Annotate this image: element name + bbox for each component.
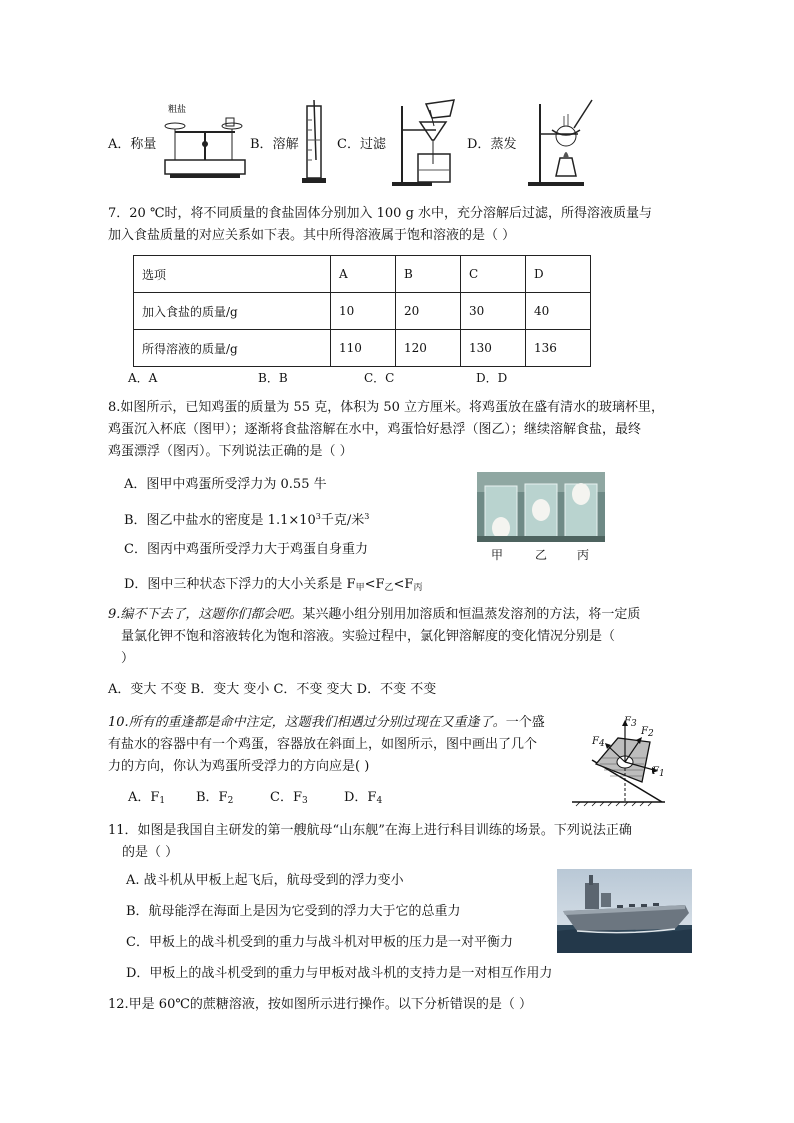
table-row — [134, 293, 591, 330]
table-cell: 120 — [396, 330, 461, 367]
fig-label-yi: 乙 — [535, 548, 548, 562]
filtration-illustration — [388, 96, 463, 188]
table-header-cell: B — [396, 256, 461, 293]
q10-handwritten-note: 10.所有的重逢都是命中注定，这题我们相遇过分别过现在又重逢了。 — [108, 715, 506, 730]
q8-stem-line3: 鸡蛋漂浮（图丙）。下列说法正确的是（ ） — [108, 444, 353, 459]
force-label-f4: F4 — [592, 736, 605, 749]
table-cell: 30 — [461, 293, 526, 330]
q8-option-b: B．图乙中盐水的密度是 $1.1\times 10^3$千克/米$^3$ — [124, 512, 370, 528]
q8-stem-line1: 8.如图所示，已知鸡蛋的质量为 55 克，体积为 50 立方厘米。将鸡蛋放在盛有清水的玻璃杯里， — [108, 400, 665, 415]
q9-stem-line2: 量氯化钾不饱和溶液转化为饱和溶液。实验过程中，氯化钾溶解度的变化情况分别是（ — [121, 629, 616, 644]
q7-answer-c: C．C — [364, 371, 395, 385]
q11-stem-line1: 11．如图是我国自主研发的第一艘航母“山东舰”在海上进行科目训练的场景。下列说法正确 — [108, 823, 632, 838]
q7-answer-a: A．A — [128, 371, 158, 385]
table-header-cell: C — [461, 256, 526, 293]
egg-floating — [572, 483, 590, 505]
table-cell: 130 — [461, 330, 526, 367]
q10-stem-line3: 力的方向，你认为鸡蛋所受浮力的方向应是( ) — [108, 759, 370, 774]
table-cell: 加入食盐的质量/g — [134, 293, 331, 330]
table-cell: 40 — [526, 293, 591, 330]
evaporation-illustration — [520, 96, 600, 188]
fig-label-jia: 甲 — [491, 548, 504, 562]
q6-option-d: D．蒸发 — [467, 137, 517, 152]
q9-options: A．变大 不变 B．变大 变小 C．不变 变大 D．不变 不变 — [108, 682, 437, 697]
q11-option-b: B．航母能浮在海面上是因为它受到的浮力大于它的总重力 — [126, 904, 461, 919]
q9-handwritten-note: 9.编不下去了，这题你们都会吧。 — [108, 607, 303, 622]
table-cell: 10 — [331, 293, 396, 330]
q8-option-c: C．图丙中鸡蛋所受浮力大于鸡蛋自身重力 — [124, 542, 368, 557]
incline-force-diagram — [570, 712, 670, 808]
table-header-cell: D — [526, 256, 591, 293]
table-cell: 110 — [331, 330, 396, 367]
q10-stem-line1: 10.所有的重逢都是命中注定，这题我们相遇过分别过现在又重逢了。一个盛 — [108, 715, 545, 730]
q10-option-b: B．$F_2$ — [196, 790, 234, 806]
q8-stem-line2: 鸡蛋沉入杯底（图甲）；逐渐将食盐溶解在水中，鸡蛋恰好悬浮（图乙）；继续溶解食盐，最终 — [108, 422, 642, 437]
q6-option-c: C．过滤 — [337, 137, 386, 152]
aircraft-carrier-photo — [557, 869, 692, 953]
table-row — [134, 256, 591, 293]
q6-option-b: B．溶解 — [250, 137, 299, 152]
q6-option-a: A．称量 — [108, 137, 157, 152]
table-cell: 20 — [396, 293, 461, 330]
q7-table — [133, 255, 591, 367]
egg-cups-photo — [477, 472, 605, 542]
q11-stem-line2: 的是（ ） — [122, 845, 179, 860]
fig-label-bing: 丙 — [577, 548, 590, 562]
q7-answer-d: D．D — [476, 371, 508, 385]
q11-option-d: D．甲板上的战斗机受到的重力与甲板对战斗机的支持力是一对相互作用力 — [126, 966, 553, 981]
q12-stem-line1: 12.甲是 60℃的蔗糖溶液，按如图所示进行操作。以下分析错误的是（ ） — [108, 997, 533, 1012]
balance-illustration — [160, 102, 250, 182]
force-label-f3: F3 — [624, 716, 637, 729]
q7-answer-b: B．B — [258, 371, 288, 385]
egg-suspended — [532, 499, 550, 521]
q8-option-a: A．图甲中鸡蛋所受浮力为 0.55 牛 — [124, 477, 327, 492]
q7-stem-line2: 加入食盐质量的对应关系如下表。其中所得溶液属于饱和溶液的是（ ） — [108, 228, 516, 243]
q10-option-a: A．$F_1$ — [128, 790, 166, 806]
graduated-cylinder-illustration — [300, 100, 330, 185]
force-label-f1: F1 — [652, 766, 665, 779]
q11-option-c: C．甲板上的战斗机受到的重力与战斗机对甲板的压力是一对平衡力 — [126, 935, 513, 950]
table-cell: 所得溶液的质量/g — [134, 330, 331, 367]
balance-label: 粗盐 — [168, 105, 187, 115]
q9-stem-line1: 9.编不下去了，这题你们都会吧。某兴趣小组分别用加溶质和恒温蒸发溶剂的方法，将一定质 — [108, 607, 641, 622]
table-header-cell: 选项 — [134, 256, 331, 293]
force-label-f2: F2 — [641, 726, 654, 739]
table-header-cell: A — [331, 256, 396, 293]
q9-stem-line3: ） — [121, 651, 135, 666]
table-cell: 136 — [526, 330, 591, 367]
q10-option-d: D．$F_4$ — [344, 790, 383, 806]
table-row — [134, 330, 591, 367]
q11-option-a: A. 战斗机从甲板上起飞后，航母受到的浮力变小 — [126, 873, 404, 888]
egg-sunk — [492, 517, 510, 539]
q10-stem-line2: 有盐水的容器中有一个鸡蛋，容器放在斜面上，如图所示，图中画出了几个 — [108, 737, 538, 752]
q8-option-d: D．图中三种状态下浮力的大小关系是 $F_甲<F_乙<F_丙$ — [124, 577, 423, 593]
q7-stem-line1: 7．20 ℃时，将不同质量的食盐固体分别加入 100 g 水中，充分溶解后过滤，所得溶液质量与 — [108, 206, 653, 221]
q10-option-c: C．$F_3$ — [270, 790, 308, 806]
